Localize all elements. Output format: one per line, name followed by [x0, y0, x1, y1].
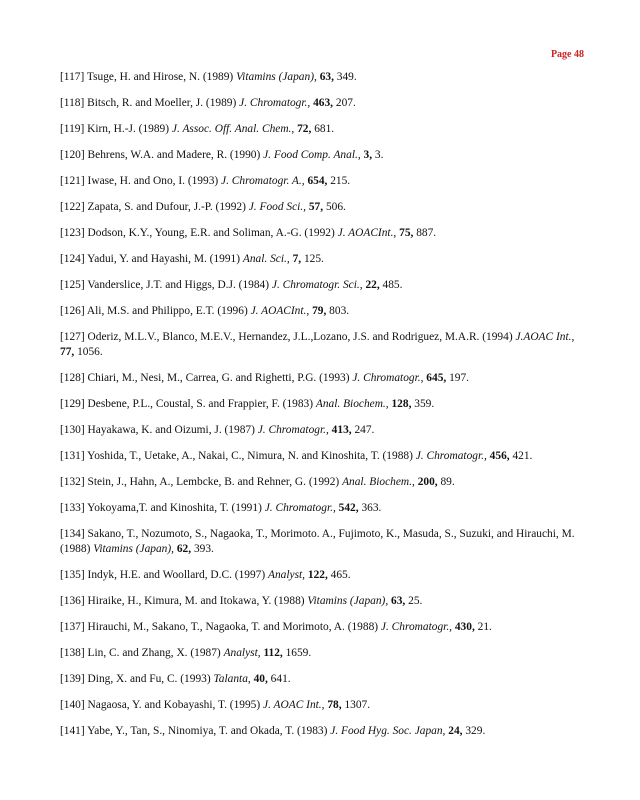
reference-journal: J.AOAC Int.,	[515, 331, 575, 343]
reference-volume: 122,	[305, 569, 328, 581]
reference-pages: 1307.	[341, 699, 371, 711]
reference-volume: 78,	[324, 699, 342, 711]
reference-entry	[60, 475, 580, 490]
reference-volume: 463,	[310, 97, 334, 109]
reference-entry	[60, 672, 580, 687]
reference-entry	[60, 252, 580, 267]
reference-journal: J. Chromatogr.,	[257, 424, 329, 436]
reference-pages: 393.	[191, 543, 214, 555]
reference-pages: 215.	[327, 175, 351, 187]
reference-pages: 197.	[446, 372, 470, 384]
reference-authors: Yoshida, T., Uetake, A., Nakai, C., Nimura, N. and Kinoshita, T. (1988)	[87, 450, 416, 462]
reference-number: [117]	[60, 71, 85, 83]
reference-journal: J. AOACInt.,	[337, 227, 397, 239]
reference-number: [137]	[60, 621, 85, 633]
reference-number: [134]	[60, 528, 85, 540]
reference-pages: 349.	[333, 71, 357, 83]
reference-volume: 40,	[250, 673, 268, 685]
reference-authors: Dodson, K.Y., Young, E.R. and Soliman, A.-G. (1992)	[87, 227, 338, 239]
reference-entry	[60, 646, 580, 661]
reference-pages: 681.	[311, 123, 335, 135]
reference-number: [122]	[60, 201, 85, 213]
reference-journal: J. Chromatogr.,	[415, 450, 487, 462]
reference-volume: 654,	[304, 175, 328, 187]
reference-volume: 7,	[289, 253, 302, 265]
reference-authors: Chiari, M., Nesi, M., Carrea, G. and Righetti, P.G. (1993)	[87, 372, 353, 384]
reference-entry	[60, 330, 580, 360]
reference-number: [125]	[60, 279, 85, 291]
reference-number: [139]	[60, 673, 85, 685]
reference-journal: J. Chromatogr. A.,	[221, 175, 305, 187]
reference-entry	[60, 70, 580, 85]
reference-entry	[60, 397, 580, 412]
reference-volume: 79,	[309, 305, 327, 317]
reference-journal: J. Chromatogr.,	[380, 621, 453, 633]
reference-volume: 77,	[60, 346, 75, 358]
reference-journal: J. AOACInt.,	[250, 305, 310, 317]
reference-number: [140]	[60, 699, 85, 711]
reference-volume: 63,	[316, 71, 334, 83]
reference-journal: J. Chromatogr.,	[264, 502, 336, 514]
reference-pages: 329.	[462, 725, 486, 737]
reference-entry	[60, 449, 580, 464]
reference-entry	[60, 371, 580, 386]
reference-journal: Vitamins (Japan),	[93, 543, 174, 555]
reference-authors: Kirn, H.-J. (1989)	[87, 123, 172, 135]
reference-volume: 62,	[174, 543, 192, 555]
reference-authors: Hiraike, H., Kimura, M. and Itokawa, Y. (1988)	[87, 595, 308, 607]
reference-pages: 465.	[327, 569, 351, 581]
reference-pages: 887.	[413, 227, 437, 239]
reference-volume: 200,	[414, 476, 438, 488]
reference-journal: J. AOAC Int.,	[263, 699, 325, 711]
reference-journal: J. Assoc. Off. Anal. Chem.,	[171, 123, 295, 135]
reference-authors: Zapata, S. and Dufour, J.-P. (1992)	[87, 201, 249, 213]
reference-pages: 641.	[267, 673, 291, 685]
reference-entry	[60, 278, 580, 293]
reference-entry	[60, 620, 580, 635]
reference-pages: 1056.	[74, 346, 103, 358]
reference-pages: 359.	[411, 398, 435, 410]
reference-journal: J. Chromatogr.,	[239, 97, 311, 109]
reference-entry	[60, 527, 580, 557]
reference-pages: 506.	[323, 201, 346, 213]
reference-authors: Tsuge, H. and Hirose, N. (1989)	[86, 71, 237, 83]
reference-volume: 128,	[388, 398, 412, 410]
reference-number: [132]	[60, 476, 85, 488]
reference-volume: 413,	[328, 424, 352, 436]
reference-authors: Lin, C. and Zhang, X. (1987)	[87, 647, 224, 659]
reference-volume: 24,	[445, 725, 463, 737]
reference-pages: 421.	[509, 450, 533, 462]
reference-authors: Hayakawa, K. and Oizumi, J. (1987)	[87, 424, 258, 436]
reference-number: [138]	[60, 647, 85, 659]
reference-journal: J. Food Sci.,	[248, 201, 307, 213]
reference-pages: 125.	[301, 253, 324, 265]
reference-pages: 803.	[326, 305, 350, 317]
reference-number: [130]	[60, 424, 85, 436]
reference-entry	[60, 174, 580, 189]
reference-journal: Vitamins (Japan),	[236, 71, 317, 83]
reference-authors: Vanderslice, J.T. and Higgs, D.J. (1984)	[87, 279, 272, 291]
reference-pages: 485.	[379, 279, 403, 291]
reference-entry	[60, 594, 580, 609]
reference-authors: Indyk, H.E. and Woollard, D.C. (1997)	[87, 569, 269, 581]
reference-journal: J. Chromatogr.,	[352, 372, 424, 384]
reference-entry	[60, 423, 580, 438]
reference-number: [118]	[60, 97, 85, 109]
reference-entry	[60, 200, 580, 215]
reference-entry	[60, 226, 580, 241]
reference-journal: Talanta,	[213, 673, 251, 685]
reference-volume: 456,	[486, 450, 510, 462]
reference-authors: Ding, X. and Fu, C. (1993)	[87, 673, 214, 685]
reference-entry	[60, 96, 580, 111]
reference-number: [119]	[60, 123, 85, 135]
reference-authors: Nagaosa, Y. and Kobayashi, T. (1995)	[87, 699, 264, 711]
reference-number: [141]	[60, 725, 85, 737]
reference-journal: J. Food Comp. Anal.,	[263, 149, 361, 161]
reference-pages: 247.	[351, 424, 375, 436]
reference-journal: Anal. Biochem.,	[342, 476, 415, 488]
reference-number: [129]	[60, 398, 85, 410]
reference-pages: 21.	[474, 621, 492, 633]
reference-journal: J. Chromatogr. Sci.,	[271, 279, 363, 291]
reference-entry	[60, 122, 580, 137]
reference-authors: Stein, J., Hahn, A., Lembcke, B. and Rehner, G. (1992)	[87, 476, 343, 488]
reference-authors: Oderiz, M.L.V., Blanco, M.E.V., Hernandez, J.L.,Lozano, J.S. and Rodriguez, M.A.R. (1994)	[87, 331, 516, 343]
reference-authors: Yokoyama,T. and Kinoshita, T. (1991)	[87, 502, 265, 514]
reference-number: [121]	[60, 175, 85, 187]
reference-number: [127]	[60, 331, 85, 343]
reference-number: [128]	[60, 372, 85, 384]
reference-volume: 645,	[423, 372, 447, 384]
reference-journal: Analyst,	[268, 569, 306, 581]
reference-volume: 72,	[294, 123, 312, 135]
reference-number: [120]	[60, 149, 85, 161]
reference-entry	[60, 501, 580, 516]
reference-authors: Yabe, Y., Tan, S., Ninomiya, T. and Okada, T. (1983)	[87, 725, 331, 737]
reference-authors: Ali, M.S. and Philippo, E.T. (1996)	[86, 305, 251, 317]
reference-authors: Behrens, W.A. and Madere, R. (1990)	[87, 149, 264, 161]
reference-entry	[60, 304, 580, 319]
reference-entry	[60, 698, 580, 713]
reference-number: [126]	[60, 305, 85, 317]
reference-volume: 22,	[362, 279, 380, 291]
reference-journal: Anal. Biochem.,	[315, 398, 389, 410]
reference-authors: Sakano, T., Nozumoto, S., Nagaoka, T., Morimoto. A., Fujimoto, K., Masuda, S., Suzuki, and Hirauchi, M. (1988)	[60, 528, 575, 555]
reference-number: [131]	[60, 450, 85, 462]
reference-list	[60, 70, 580, 739]
page-number: Page 48	[550, 49, 584, 60]
reference-authors: Desbene, P.L., Coustal, S. and Frappier, F. (1983)	[87, 398, 316, 410]
reference-volume: 112,	[260, 647, 283, 659]
reference-pages: 3.	[372, 149, 384, 161]
reference-entry	[60, 568, 580, 583]
reference-volume: 57,	[306, 201, 324, 213]
reference-number: [135]	[60, 569, 85, 581]
reference-volume: 75,	[396, 227, 414, 239]
reference-pages: 25.	[405, 595, 423, 607]
reference-pages: 89.	[437, 476, 455, 488]
reference-number: [124]	[60, 253, 85, 265]
reference-volume: 63,	[388, 595, 406, 607]
reference-pages: 363.	[358, 502, 382, 514]
reference-authors: Yadui, Y. and Hayashi, M. (1991)	[87, 253, 243, 265]
reference-journal: Vitamins (Japan),	[307, 595, 389, 607]
reference-authors: Hirauchi, M., Sakano, T., Nagaoka, T. and Morimoto, A. (1988)	[87, 621, 381, 633]
reference-volume: 430,	[452, 621, 475, 633]
reference-volume: 542,	[335, 502, 359, 514]
reference-number: [133]	[60, 502, 85, 514]
reference-volume: 3,	[360, 149, 373, 161]
reference-journal: Analyst,	[223, 647, 261, 659]
reference-entry	[60, 148, 580, 163]
reference-journal: J. Food Hyg. Soc. Japan,	[330, 725, 446, 737]
reference-number: [123]	[60, 227, 85, 239]
reference-authors: Iwase, H. and Ono, I. (1993)	[87, 175, 222, 187]
reference-number: [136]	[60, 595, 85, 607]
reference-pages: 207.	[333, 97, 356, 109]
reference-pages: 1659.	[282, 647, 312, 659]
reference-entry	[60, 724, 580, 739]
reference-journal: Anal. Sci.,	[242, 253, 290, 265]
reference-authors: Bitsch, R. and Moeller, J. (1989)	[87, 97, 240, 109]
